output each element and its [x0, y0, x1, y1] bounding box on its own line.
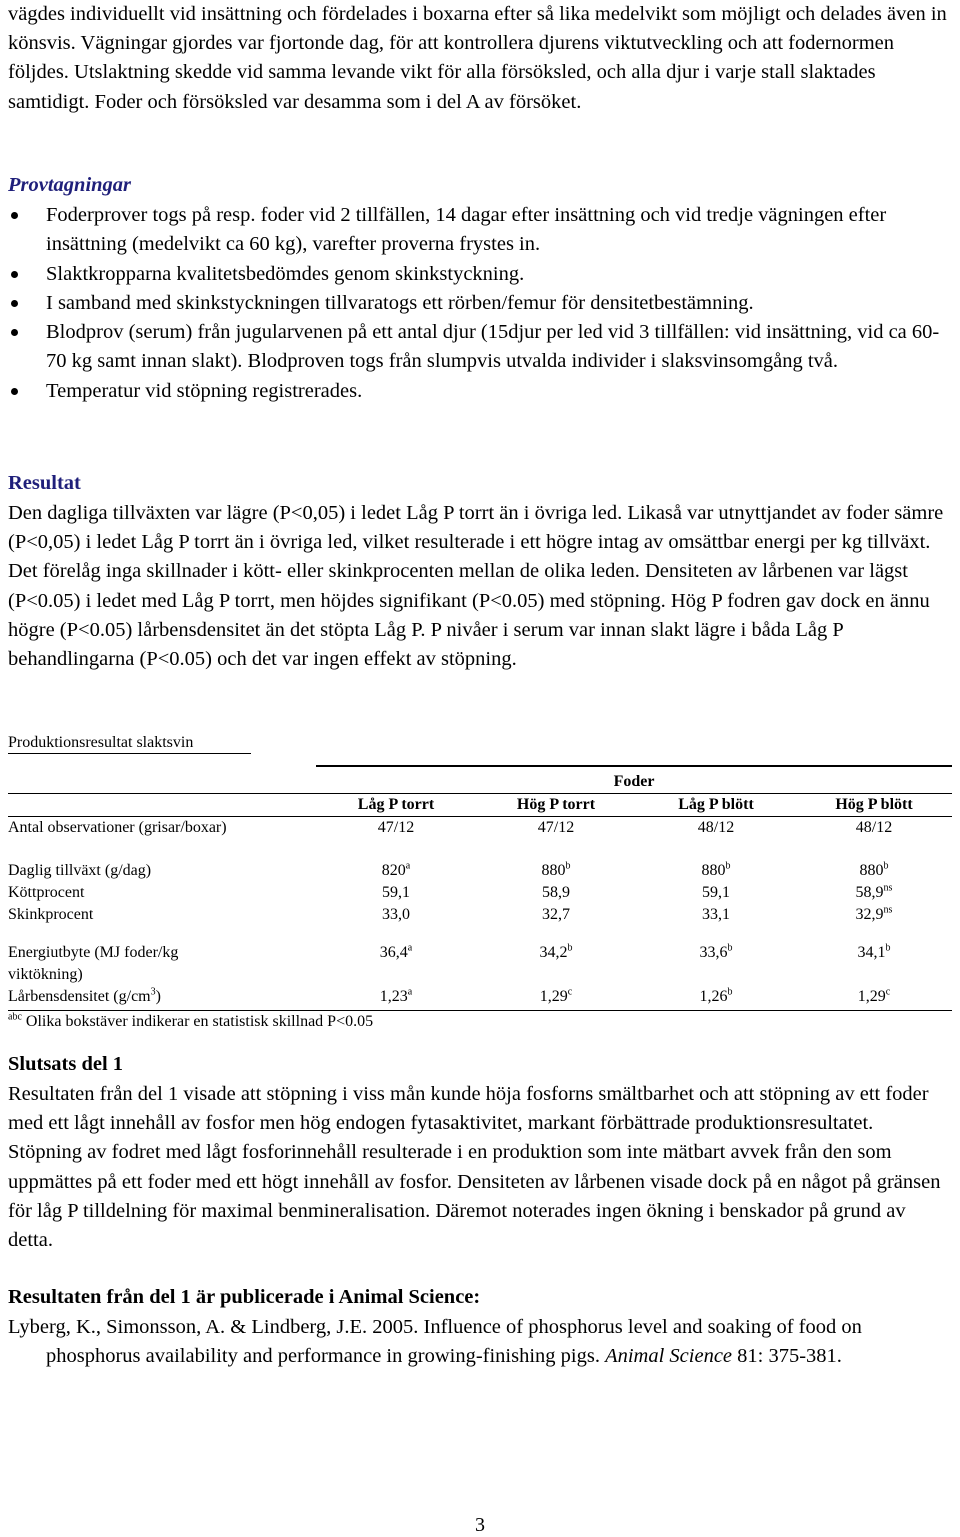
row-label: Lårbensdensitet $(g/cm^3)$ — [8, 986, 161, 1005]
table-row — [8, 766, 952, 794]
table-footnote: $^{abc}$ Olika bokstäver indikerar en statistisk skillnad P<0.05 — [8, 1010, 952, 1033]
list-item: Slaktkropparna kvalitetsbedömdes genom skinkstyckning. — [46, 262, 525, 285]
resultat-heading: Resultat — [8, 472, 81, 494]
foder-group-header: Foder — [316, 766, 952, 794]
table-cell: 1,26$^b$ — [699, 986, 733, 1005]
table-row — [8, 904, 952, 926]
row-label: Daglig tillväxt (g/dag) — [8, 862, 152, 879]
publication-section — [8, 1283, 952, 1371]
table-cell: 880$^b$ — [859, 860, 889, 879]
column-header: Låg P torrt — [316, 794, 476, 817]
table-spacer-row — [8, 926, 952, 942]
resultat-section — [8, 469, 952, 674]
table-cell: 33,1 — [702, 906, 730, 923]
table-cell: 47/12 — [537, 819, 575, 836]
list-item: Foderprover togs på resp. foder vid 2 tillfällen, 14 dagar efter insättning och vid tredje vägningen efter insättning (medelvikt ca 60 kg), varefter proverna frystes in. — [46, 204, 887, 256]
slutsats-heading: Slutsats del 1 — [8, 1053, 124, 1075]
table-cell: 58,9 — [542, 884, 570, 901]
column-header: Hög P torrt — [476, 794, 636, 817]
table-cell: 880$^b$ — [541, 860, 571, 879]
table-cell: 59,1 — [382, 884, 410, 901]
row-label: Köttprocent — [8, 884, 85, 901]
list-item: I samband med skinkstyckningen tillvaratogs ett rörben/femur för densitetbestämning. — [46, 291, 754, 314]
provtagningar-heading: Provtagningar — [8, 174, 132, 196]
intro-paragraph: vägdes individuellt vid insättning och fördelades i boxarna efter så lika medelvikt som möjligt och delades även in könsvis. Vägningar gjordes var fjortonde dag, för att kontrollera djurens viktutveckling och att fodernormen följdes. Utslaktning skedde vid samma levande vikt för alla försöksled, och alla djur i varje stall slaktades samtidigt. Foder och försöksled var desamma som i del A av försöket. — [8, 3, 947, 113]
page-number: 3 — [475, 1514, 485, 1536]
table-cell: 48/12 — [855, 819, 893, 836]
table-row — [8, 986, 952, 1008]
table-cell: 1,23$^a$ — [379, 986, 413, 1005]
table-cell: 33,0 — [382, 906, 410, 923]
row-label: Skinkprocent — [8, 906, 94, 923]
provtagningar-list — [8, 201, 952, 406]
table-cell: 48/12 — [697, 819, 735, 836]
list-item: Temperatur vid stöpning registrerades. — [46, 379, 363, 402]
table-cell: $32,9^{ns}$ — [855, 904, 893, 923]
table-cell: 1,29$^c$ — [539, 986, 573, 1005]
table-spacer-row — [8, 839, 952, 860]
column-header: Låg P blött — [636, 794, 796, 817]
row-label: Energiutbyte (MJ foder/kg viktökning) — [8, 944, 179, 983]
column-header: Hög P blött — [796, 794, 952, 817]
row-label: Antal observationer (grisar/boxar) — [8, 819, 227, 836]
table-row — [8, 860, 952, 882]
table-cell: 47/12 — [377, 819, 415, 836]
table-row — [8, 817, 952, 840]
results-table — [8, 765, 952, 1008]
slutsats-paragraph: Resultaten från del 1 visade att stöpning i viss mån kunde höja fosforns smältbarhet och att stöpning av ett foder med ett lågt innehåll av fosfor men hög endogen fytasaktivitet, markant förbättrade produktionsresultatet. Stöpning av fodret med lågt fosforinnehåll resulterade i en produktion som inte mätbart avvek från den som uppmättes på ett foder med ett högt innehåll av fosfor. Densiteten av lårbenen visade dock på en något på gränsen för låg P tilldelning för maximal benmineralisation. Däremot noterades ingen ökning i benskador på grund av detta. — [8, 1083, 941, 1252]
table-cell: 1,29$^c$ — [857, 986, 891, 1005]
results-table-section — [8, 733, 952, 1033]
resultat-paragraph: Den dagliga tillväxten var lägre (P<0,05) i ledet Låg P torrt än i övriga led. Likaså var utnyttjandet av foder sämre (P<0,05) i ledet Låg P torrt än i övriga led, vilket resulterade i ett högre intag av omsättbar energi per kg tillväxt. Det förelåg inga skillnader i kött- eller skinkprocenten mellan de olika leden. Densiteten av lårbenen var lägst (P<0.05) i ledet med Låg P torrt, men höjdes signifikant (P<0.05) med stöpning. Hög P fodren gav dock en ännu högre (P<0.05) lårbensdensitet än det stöpta Låg P. P nivåer i serum var innan slakt lägre i båda Låg P behandlingarna (P<0.05) och det var ingen effekt av stöpning. — [8, 502, 944, 671]
table-row — [8, 942, 952, 986]
publication-reference: Lyberg, K., Simonsson, A. & Lindberg, J.E. 2005. Influence of phosphorus level and soaking of food on phosphorus availability and performance in growing-finishing pigs. Animal Science 81: 375-381. — [8, 1316, 862, 1368]
table-cell: 880$^b$ — [701, 860, 731, 879]
publication-heading: Resultaten från del 1 är publicerade i Animal Science: — [8, 1286, 481, 1308]
table-cell: 34,1$^b$ — [857, 942, 891, 961]
table-cell: $58,9^{ns}$ — [855, 882, 893, 901]
list-item: Blodprov (serum) från jugularvenen på ett antal djur (15djur per led vid 3 tillfällen: vid insättning, vid ca 60-70 kg samt innan slakt). Blodproven togs från slumpvis utvalda individer i slaksvinsomgång två. — [46, 321, 940, 373]
table-cell: 32,7 — [542, 906, 570, 923]
table-cell: 820$^a$ — [381, 860, 411, 879]
table-cell: 33,6$^b$ — [699, 942, 733, 961]
table-row — [8, 882, 952, 904]
table-cell: 34,2$^b$ — [539, 942, 573, 961]
provtagningar-section — [8, 171, 952, 406]
table-cell: 36,4$^a$ — [379, 942, 413, 961]
table-caption: Produktionsresultat slaktsvin — [8, 733, 251, 754]
table-cell: 59,1 — [702, 884, 730, 901]
table-header-row — [8, 794, 952, 817]
slutsats-section — [8, 1050, 952, 1255]
